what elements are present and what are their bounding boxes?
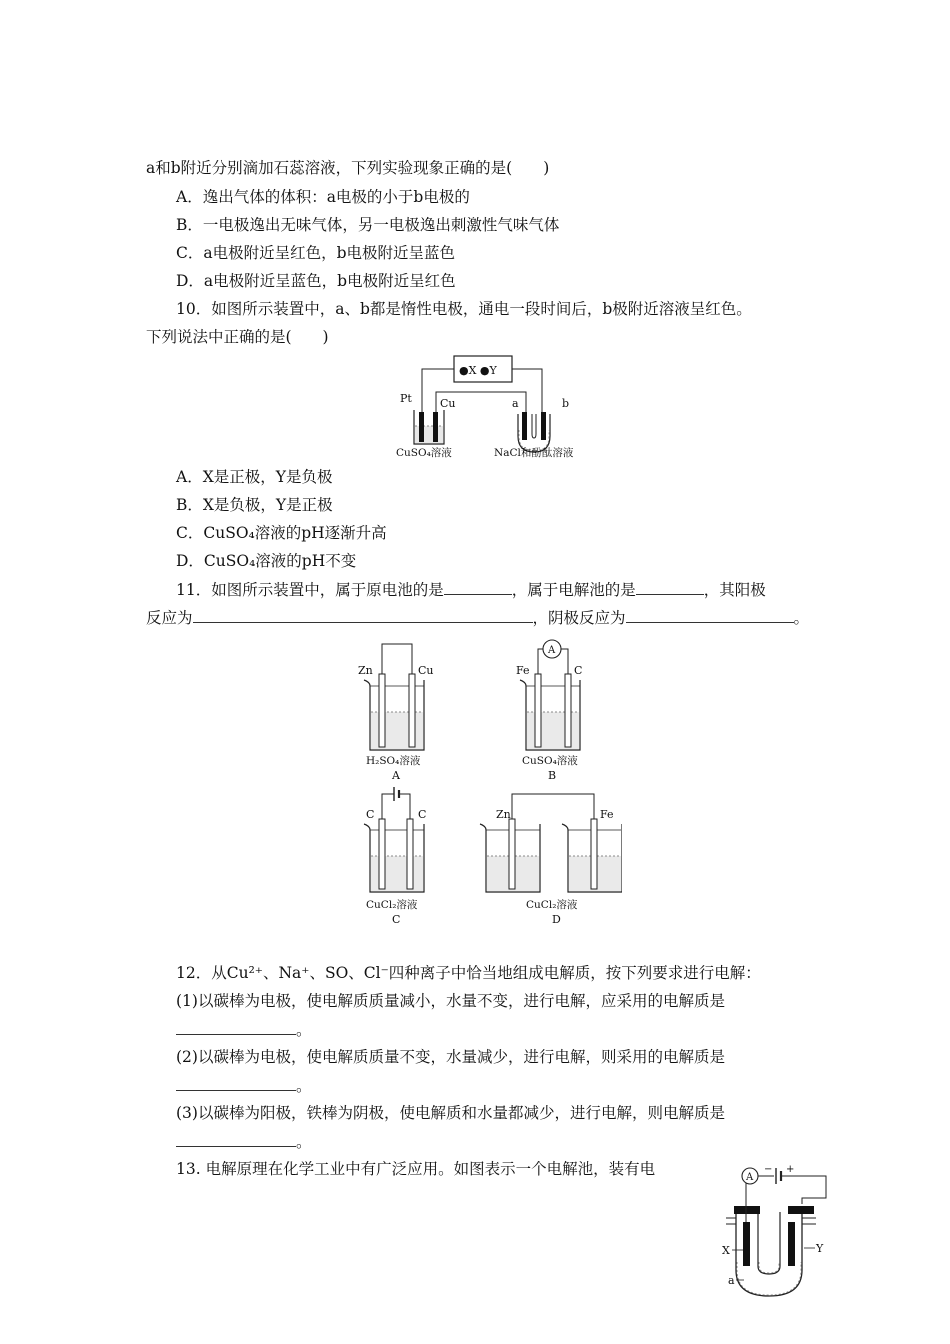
q12-part3-blank[interactable] [176,1131,296,1147]
q12-part1-answer: 。 [176,1019,312,1040]
q10-right-solution: NaCl和酚酞溶液 [494,447,574,459]
q11-l2-a: 反应为 [146,609,193,627]
q11-a-right: Cu [418,664,434,677]
q11-d-solution: CuCl₂溶液 [526,899,578,911]
q10-option-d: D．CuSO₄溶液的pH不变 [176,552,357,570]
q10-cu-label: Cu [440,397,456,410]
q11-l1-c: ，其阳极 [703,581,766,599]
q11-c-right: C [418,808,427,821]
q13-y-label: Y [816,1242,824,1255]
q13-figure [716,1162,838,1302]
q9-option-c: C．a电极附近呈红色，b电极附近呈蓝色 [176,244,456,262]
q11-d-letter: D [552,913,561,926]
q9-option-b: B．一电极逸出无味气体，另一电极逸出刺激性气味气体 [176,216,560,234]
q11-anode-blank[interactable] [193,607,533,623]
q11-a-solution: H₂SO₄溶液 [366,755,421,767]
q9-stem-end: a和b附近分别滴加石蕊溶液，下列实验现象正确的是( ) [146,159,550,177]
q10-stem-line1: 10．如图所示装置中，a、b都是惰性电极，通电一段时间后，b极附近溶液呈红色。 [176,300,752,318]
q11-d-right: Fe [600,808,614,821]
q11-device-c [364,787,426,926]
q12-part2: (2)以碳棒为电极，使电解质质量不变，水量减少，进行电解，则采用的电解质是 [176,1048,725,1066]
q13-plus: + [786,1164,795,1175]
q11-c-solution: CuCl₂溶液 [366,899,418,911]
q11-line2 [146,607,809,628]
q11-l1-a: 11．如图所示装置中，属于原电池的是 [176,581,444,599]
q10-left-solution: CuSO₄溶液 [396,447,452,459]
q13-meter: A [746,1172,754,1183]
q11-l2-c: 。 [793,609,810,627]
q11-line1 [176,579,766,600]
q11-electrolytic-blank[interactable] [636,579,704,595]
q11-b-letter: B [548,769,557,782]
q10-option-a: A．X是正极，Y是负极 [176,468,333,486]
q12-stem: 12．从Cu²⁺、Na⁺、SO、Cl⁻四种离子中恰当地组成电解质，按下列要求进行电解： [176,964,761,982]
q10-option-c: C．CuSO₄溶液的pH逐渐升高 [176,524,387,542]
q11-figure [352,634,622,934]
q11-b-solution: CuSO₄溶液 [522,755,578,767]
q11-l2-b: ，阴极反应为 [532,609,626,627]
q10-b-label: b [562,397,570,410]
q11-a-left: Zn [358,664,373,677]
q12-part3-answer: 。 [176,1131,312,1152]
q11-b-right: C [574,664,583,677]
q10-stem-line2: 下列说法中正确的是( ) [146,328,329,346]
q9-option-a: A．逸出气体的体积：a电极的小于b电极的 [176,188,470,206]
q11-d-left: Zn [496,808,511,821]
q10-pt-label: Pt [400,392,412,405]
q11-a-letter: A [392,769,400,782]
q10-option-b: B．X是负极，Y是正极 [176,496,333,514]
q11-cathode-blank[interactable] [626,607,794,623]
q12-part2-blank[interactable] [176,1075,296,1091]
q11-b-left: Fe [516,664,530,677]
q12-part1: (1)以碳棒为电极，使电解质质量减小，水量不变，进行电解，应采用的电解质是 [176,992,725,1010]
q13-x-label: X [722,1244,730,1257]
q12-part1-blank[interactable] [176,1019,296,1035]
q11-l1-b: ，属于电解池的是 [511,581,636,599]
q10-figure [392,352,602,464]
q9-option-d: D．a电极附近呈蓝色，b电极附近呈红色 [176,272,456,290]
q11-c-left: C [366,808,375,821]
q11-device-d [480,794,622,926]
q10-box-label: ●X ●Y [459,364,497,377]
q12-part3: (3)以碳棒为阳极，铁棒为阴极，使电解质和水量都减少，进行电解，则电解质是 [176,1104,725,1122]
q10-a-label: a [512,397,519,410]
q11-galvanic-blank[interactable] [444,579,512,595]
q13-minus: − [764,1164,773,1175]
q11-device-b [516,640,582,782]
q11-b-meter: A [548,645,556,656]
q11-c-letter: C [392,913,401,926]
q13-a-label: a [728,1274,735,1287]
q12-part2-answer: 。 [176,1075,312,1096]
q13-stem: 13. 电解原理在化学工业中有广泛应用。如图表示一个电解池，装有电 [176,1160,656,1178]
q11-device-a [358,644,434,782]
